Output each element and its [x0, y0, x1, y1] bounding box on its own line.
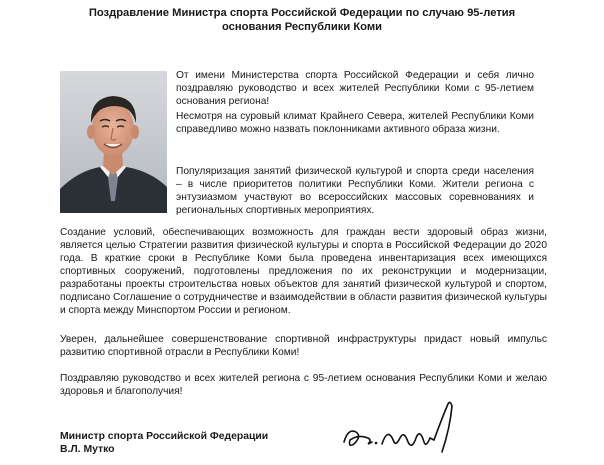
paragraph-popularization: Популяризация занятий физической культурой и спорта среди населения – в числе приоритетов политики Республики Коми. Жители региона с энтузиазмом участвуют во всероссийских массовых соревнованиях и региональных спортивных мероприятиях.: [176, 166, 534, 216]
signatory-block: [60, 430, 268, 456]
signature-icon: [338, 398, 468, 458]
signatory-title: Министр спорта Российской Федерации: [60, 431, 269, 442]
paragraph-climate: Несмотря на суровый климат Крайнего Севера, жителей Республики Коми справедливо можно назвать поклонниками активного образа жизни.: [176, 111, 534, 135]
paragraph-greeting: От имени Министерства спорта Российской Федерации и себя лично поздравляю руководство и всех жителей Республики Коми с 95-летием основания региона!: [176, 70, 534, 107]
signatory-name: В.Л. Мутко: [60, 444, 115, 455]
portrait-illustration: [60, 71, 167, 213]
paragraph-infrastructure: Уверен, дальнейшее совершенствование спортивной инфраструктуры придаст новый импульс развитию спортивной отрасли в Республики Коми!: [60, 334, 547, 358]
title-line-2: основания Республики Коми: [221, 21, 383, 33]
portrait-photo: [60, 71, 167, 213]
paragraph-congratulation: Поздравляю руководство и всех жителей региона с 95-летием основания Республики Коми и желаю здоровья и благополучия!: [60, 373, 547, 397]
paragraph-strategy: Создание условий, обеспечивающих возможность для граждан вести здоровый образ жизни, является целью Стратегии развития физической культуры и спорта в Российской Федерации до 2020 года. В краткие сроки в Республике Коми была проведена инвентаризация всех имеющихся спортивных сооружений, подготовлены предложения по их реконструкции и модернизации, разработаны проекты строительства новых объектов для занятий физической культурой и спортом, подписано Соглашение о сотрудничестве и взаимодействии в области развития физической культуры и спорта между Минспортом России и регионом.: [60, 227, 547, 316]
document-title: [40, 6, 564, 34]
title-line-1: Поздравление Министра спорта Российской Федерации по случаю 95-летия: [88, 7, 516, 19]
handwritten-signature: [338, 398, 468, 458]
